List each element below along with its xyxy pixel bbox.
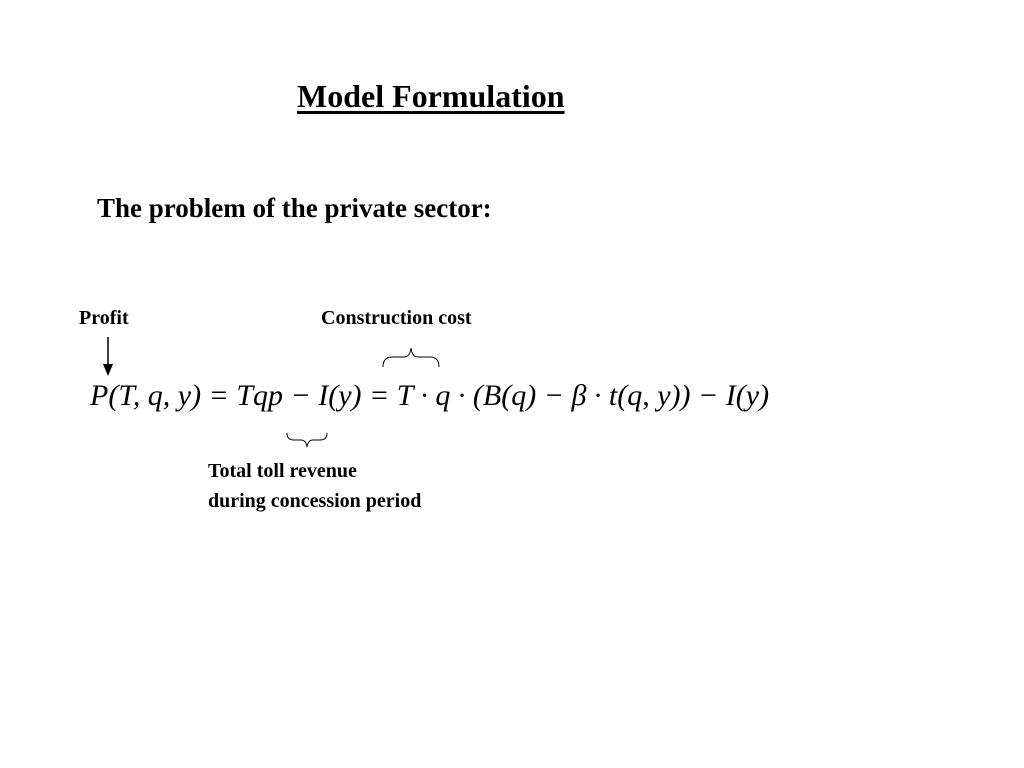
slide-subtitle: The problem of the private sector: [97, 193, 492, 223]
profit-arrow [103, 337, 113, 376]
toll-revenue-label [208, 456, 421, 516]
construction-cost-brace [383, 348, 439, 367]
toll-revenue-brace [287, 433, 327, 447]
profit-label: Profit [79, 307, 129, 329]
construction-cost-label: Construction cost [321, 307, 472, 329]
slide-title: Model Formulation [297, 78, 565, 114]
toll-revenue-label-line2: during concession period [208, 490, 422, 512]
profit-equation: P(T, q, y) = Tqp − I(y) = T · q · (B(q) − β · t(q, y)) − I(y) [90, 379, 770, 412]
toll-revenue-label-line1: Total toll revenue [208, 460, 357, 482]
